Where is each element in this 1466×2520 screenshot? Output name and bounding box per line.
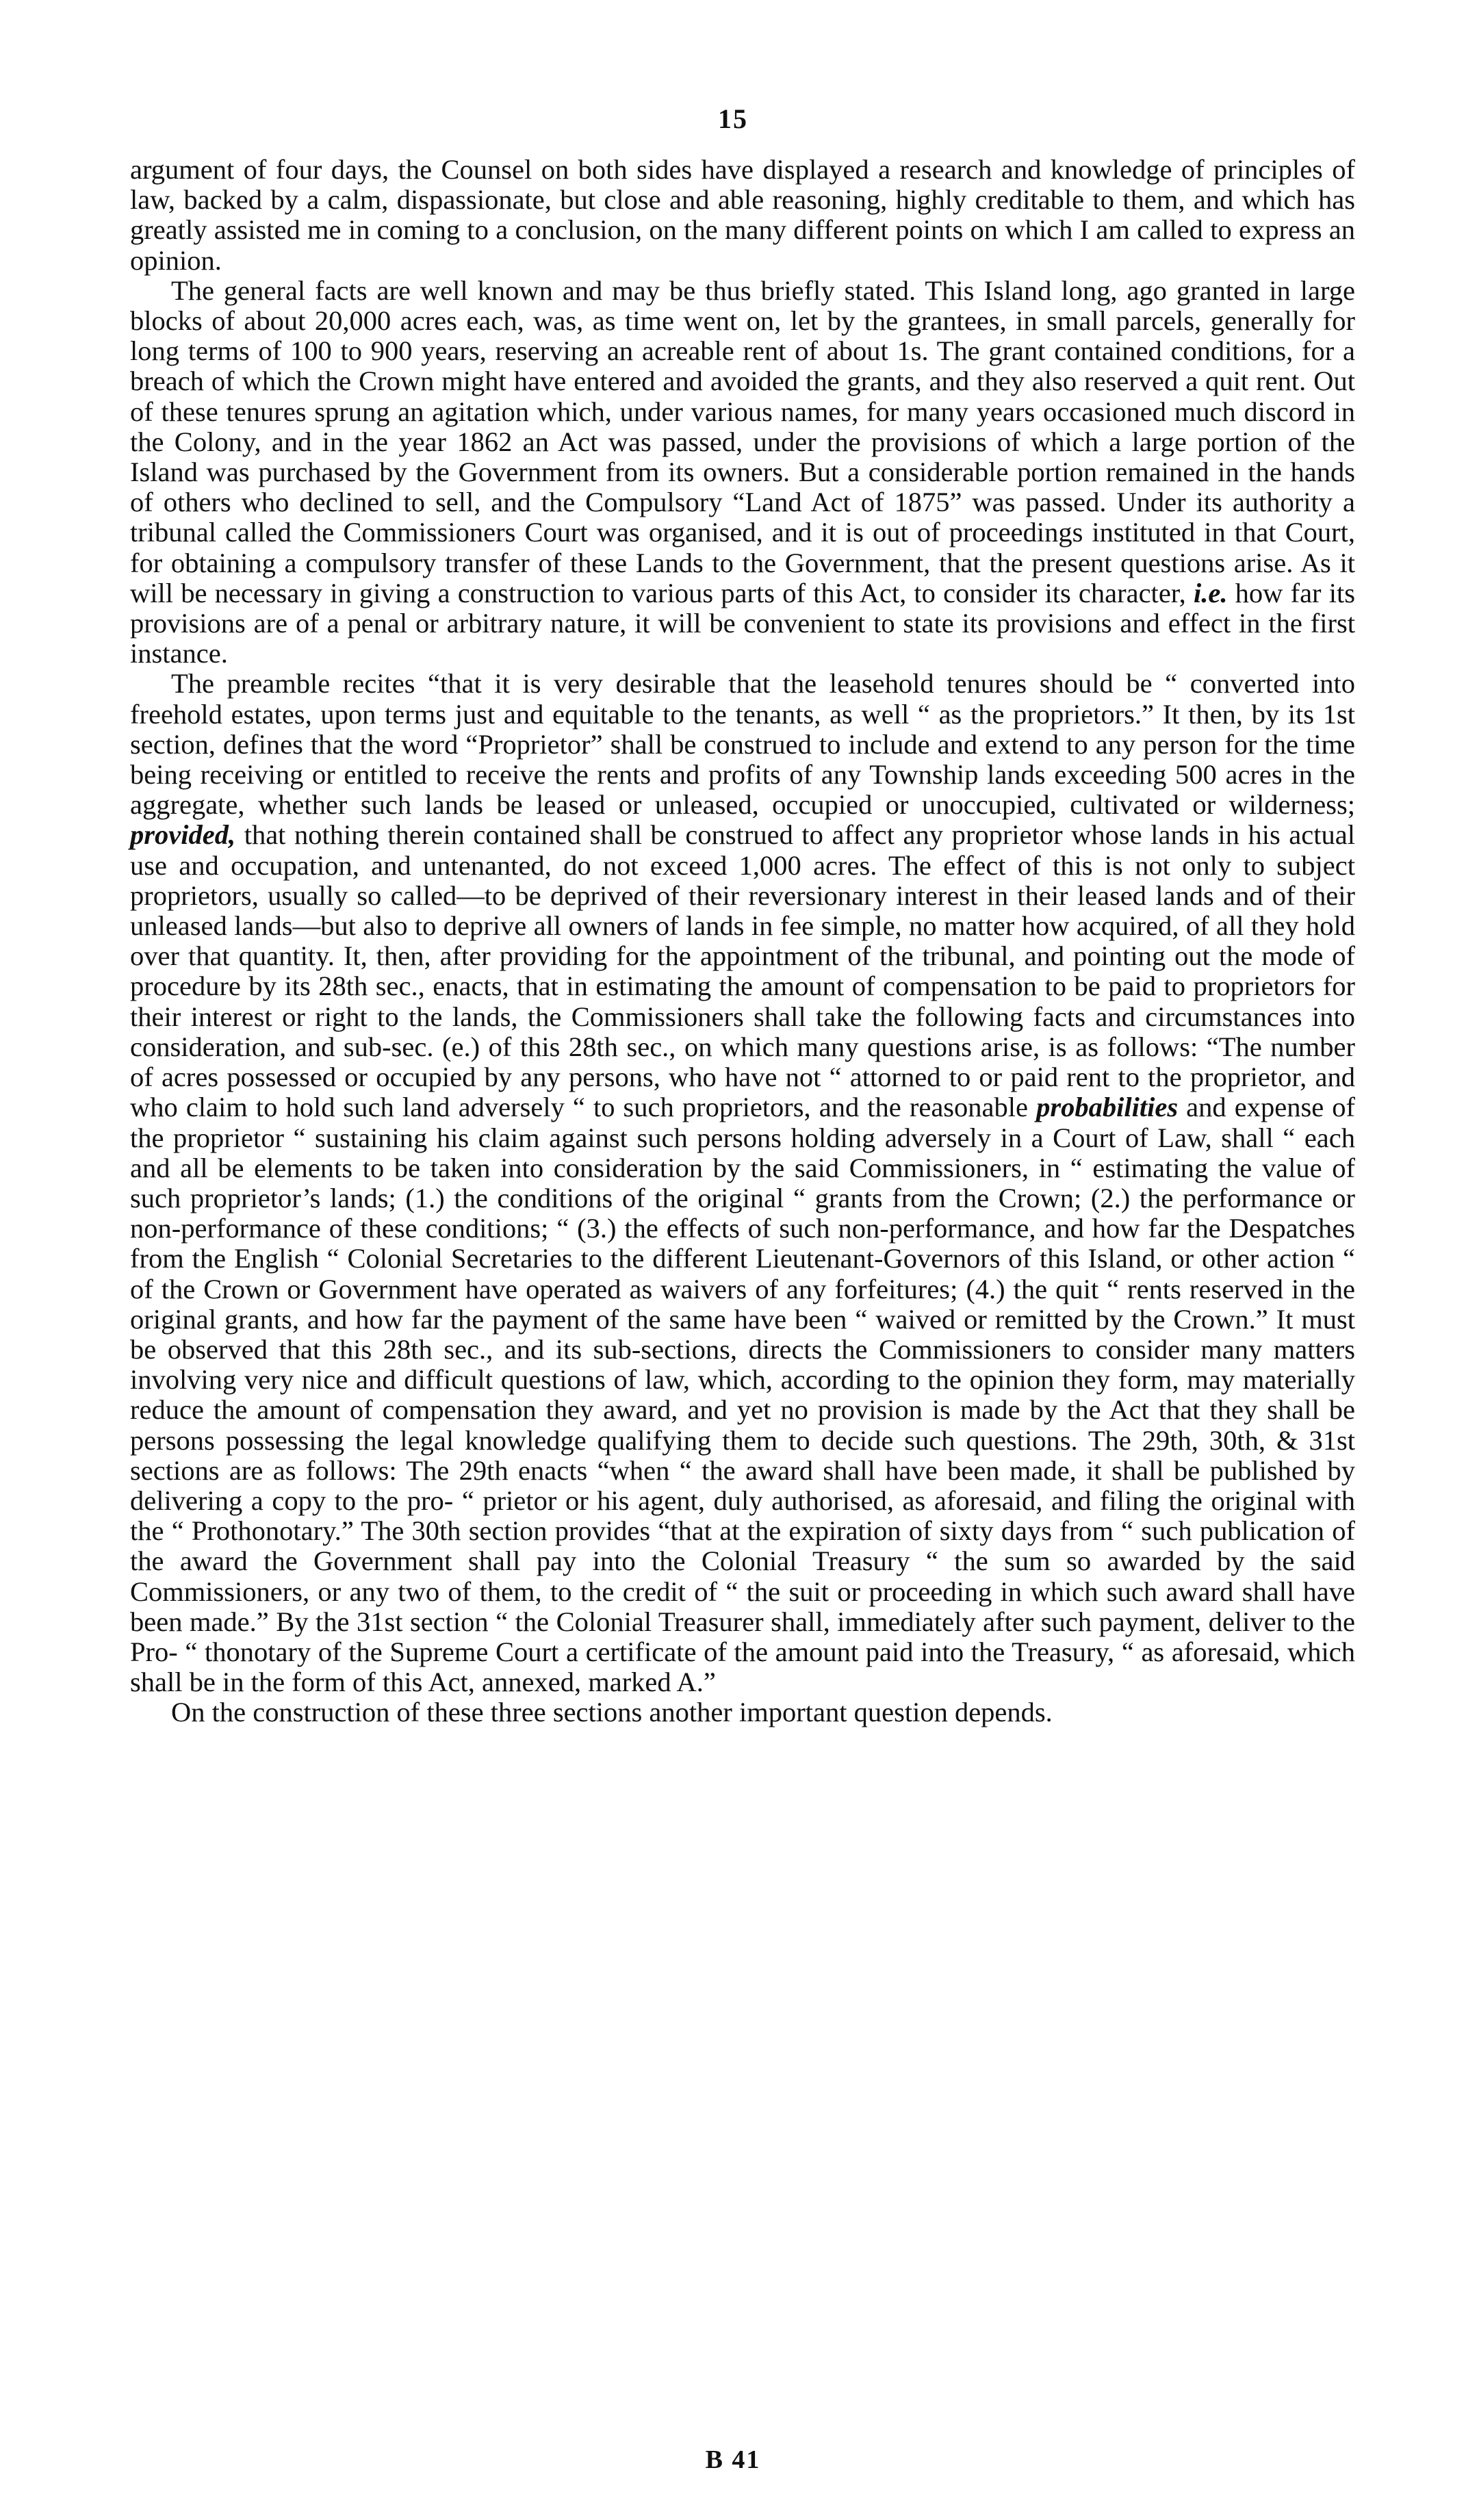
- signature-mark: B 41: [705, 2445, 761, 2474]
- paragraph: [130, 669, 1355, 1697]
- paragraph-text: argument of four days, the Counsel on both sides have displayed a research and knowledge of principles of law, backed by a calm, dispassionate, but close and able reasoning, highly creditable to them, and which has greatly assisted me in coming to a conclusion, on the many different points on which I am called to express an opinion.: [130, 154, 1355, 276]
- paragraph-text: The general facts are well known and may be thus briefly stated. This Island long, ago granted in large blocks of about 20,000 acres each, was, as time went on, let by the grantees, in small parcels, generally for long terms of 100 to 900 years, reserving an acreable rent of about 1s. The grant contained conditions, for a breach of which the Crown might have entered and avoided the grants, and they also reserved a quit rent. Out of these tenures sprung an agitation which, under various names, for many years occasioned much discord in the Colony, and in the year 1862 an Act was passed, under the provisions of which a large portion of the Island was purchased by the Government from its owners. But a considerable portion remained in the hands of others who declined to sell, and the Compulsory “Land Act of 1875” was passed. Under its authority a tribunal called the Commissioners Court was organised, and it is out of proceedings instituted in that Court, for obtaining a compulsory transfer of these Lands to the Government, that the present questions arise. As it will be necessary in giving a construction to various parts of this Act, to consider its character,: [130, 274, 1355, 608]
- paragraph: [130, 1697, 1355, 1727]
- page-number: 15: [718, 103, 748, 134]
- paragraph: [130, 155, 1355, 276]
- paragraph-text: The preamble recites “that it is very desirable that the leasehold tenures should be “ converted into freehold estates, upon terms just and equitable to the tenants, as well “ as the proprietors.” It then, by its 1st section, defines that the word “Proprietor” shall be construed to include and extend to any person for the time being receiving or entitled to receive the rents and profits of any Township lands exceeding 500 acres in the aggregate, whether such lands be leased or unleased, occupied or unoccupied, cultivated or wilderness;: [130, 668, 1355, 821]
- paragraph-text: On the construction of these three sections another important question depends.: [171, 1697, 1053, 1728]
- emphasized-text: probabilities: [1036, 1092, 1179, 1123]
- body-text: [130, 155, 1355, 1728]
- paragraph: [130, 276, 1355, 669]
- emphasized-text: i.e.: [1193, 577, 1228, 608]
- paragraph-text: how far its provisions are of a penal or arbitrary nature, it will be convenient to state its provisions and effect in the first instance.: [130, 577, 1356, 669]
- paragraph-text: and expense of the proprietor “ sustaining his claim against such persons holding adversely in a Court of Law, shall “ each and all be elements to be taken into consideration by the said Commissioners, in “ estimating the value of such proprietor’s lands; (1.) the conditions of the original “ grants from the Crown; (2.) the performance or non-performance of these conditions; “ (3.) the effects of such non-performance, and how far the Despatches from the English “ Colonial Secretaries to the different Lieutenant-Governors of this Island, or other action “ of the Crown or Government have operated as waivers of any forfeitures; (4.) the quit “ rents reserved in the original grants, and how far the payment of the same have been “ waived or remitted by the Crown.” It must be observed that this 28th sec., and its sub-sections, directs the Commissioners to consider many matters involving very nice and difficult questions of law, which, according to the opinion they form, may materially reduce the amount of compensation they award, and yet no provision is made by the Act that they shall be persons possessing the legal knowledge qualifying them to decide such questions. The 29th, 30th, & 31st sections are as follows: The 29th enacts “when “ the award shall have been made, it shall be published by delivering a copy to the pro- “ prietor or his agent, duly authorised, as aforesaid, and filing the original with the “ Prothonotary.” The 30th section provides “that at the expiration of sixty days from “ such publication of the award the Government shall pay into the Colonial Treasury “ the sum so awarded by the said Commissioners, or any two of them, to the credit of “ the suit or proceeding in which such award shall have been made.” By the 31st section “ the Colonial Treasurer shall, immediately after such payment, deliver to the Pro- “ thonotary of the Supreme Court a certificate of the amount paid into the Treasury, “ as aforesaid, which shall be in the form of this Act, annexed, marked A.”: [130, 1092, 1355, 1698]
- emphasized-text: provided,: [130, 819, 236, 851]
- paragraph-text: that nothing therein contained shall be construed to affect any proprietor whose lands in his actual use and occupation, and untenanted, do not exceed 1,000 acres. The effect of this is not only to subject proprietors, usually so called—to be deprived of their reversionary interest in their leased lands and of their unleased lands—but also to deprive all owners of lands in fee simple, no matter how acquired, of all they hold over that quantity. It, then, after providing for the appointment of the tribunal, and pointing out the mode of procedure by its 28th sec., enacts, that in estimating the amount of compensation to be paid to proprietors for their interest or right to the lands, the Commissioners shall take the following facts and circumstances into consideration, and sub-sec. (e.) of this 28th sec., on which many questions arise, is as follows: “The number of acres possessed or occupied by any persons, who have not “ attorned to or paid rent to the proprietor, and who claim to hold such land adversely “ to such proprietors, and the reasonable: [130, 819, 1355, 1123]
